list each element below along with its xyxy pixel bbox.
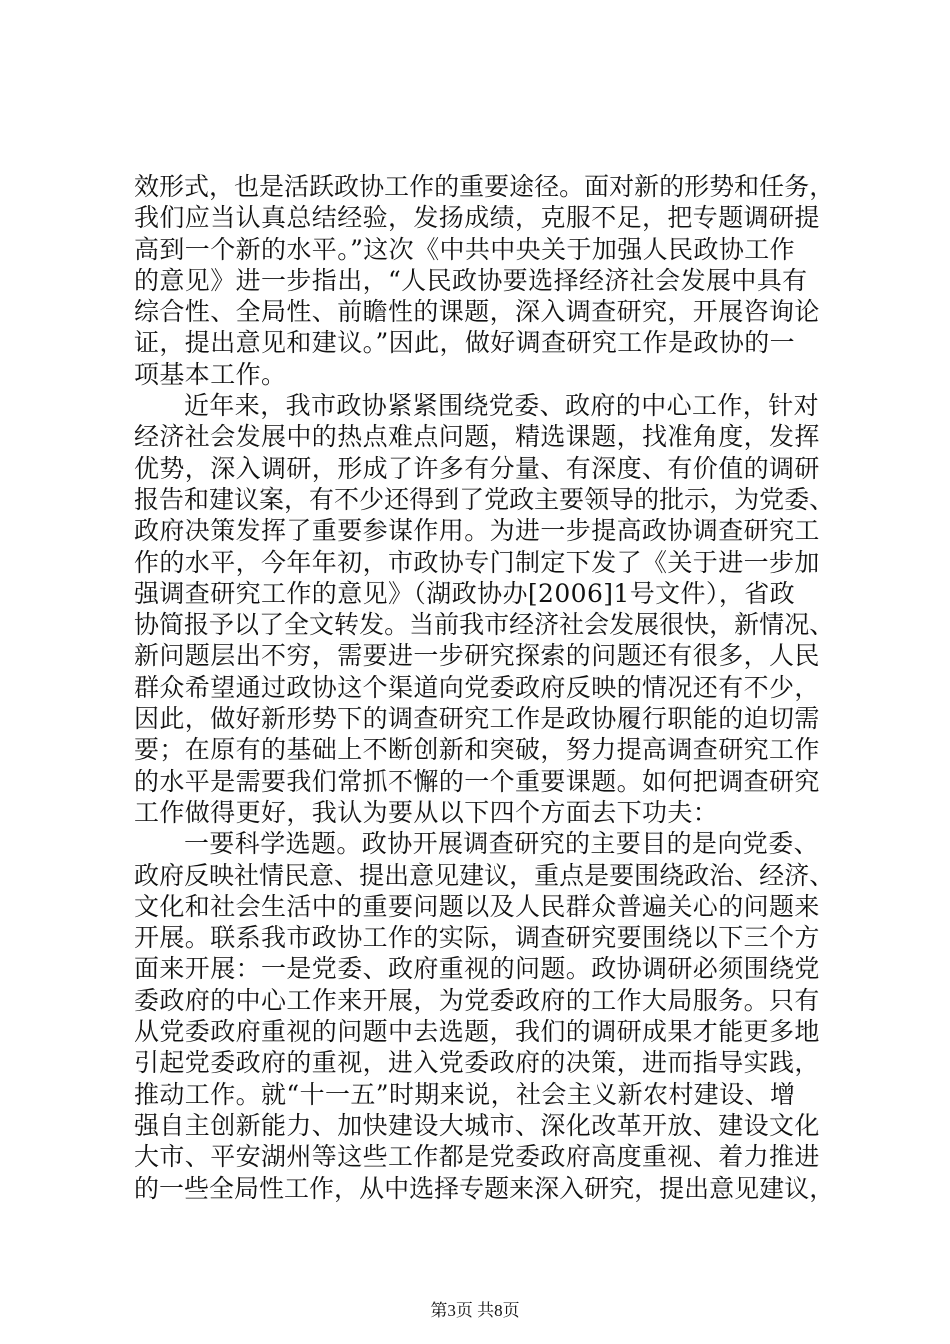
text-line: 政府反映社情民意、提出意见建议，重点是要围绕政治、经济、 xyxy=(134,860,835,890)
text-line: 文化和社会生活中的重要问题以及人民群众普遍关心的问题来 xyxy=(134,891,820,921)
text-line: 经济社会发展中的热点难点问题，精选课题，找准角度，发挥 xyxy=(134,422,820,452)
text-line: 引起党委政府的重视，进入党委政府的决策，进而指导实践， xyxy=(134,1048,820,1078)
text-line: 开展。联系我市政协工作的实际，调查研究要围绕以下三个方 xyxy=(134,923,820,953)
text-line: 工作做得更好，我认为要从以下四个方面去下功夫： xyxy=(134,797,719,827)
text-line: 委政府的中心工作来开展，为党委政府的工作大局服务。只有 xyxy=(134,985,820,1015)
paragraph-first-line: 一要科学选题。政协开展调查研究的主要目的是向党委、 xyxy=(184,829,820,859)
paragraph-first-line: 近年来，我市政协紧紧围绕党委、政府的中心工作，针对 xyxy=(184,391,820,421)
text-line: 推动工作。就“十一五”时期来说，社会主义新农村建设、增 xyxy=(134,1079,796,1109)
text-line: 项基本工作。 xyxy=(134,359,287,389)
text-line: 证，提出意见和建议。”因此，做好调查研究工作是政协的一 xyxy=(134,328,796,358)
text-line: 的意见》进一步指出，“人民政协要选择经济社会发展中具有 xyxy=(134,265,808,295)
text-line: 效形式，也是活跃政协工作的重要途径。面对新的形势和任务， xyxy=(134,172,835,201)
text-line: 强自主创新能力、加快建设大城市、深化改革开放、建设文化 xyxy=(134,1110,820,1140)
text-line: 面来开展：一是党委、政府重视的问题。政协调研必须围绕党 xyxy=(134,954,820,984)
text-line: 优势，深入调研，形成了许多有分量、有深度、有价值的调研 xyxy=(134,453,820,483)
text-line: 从党委政府重视的问题中去选题，我们的调研成果才能更多地 xyxy=(134,1017,820,1047)
document-body xyxy=(134,171,834,1204)
text-line: 高到一个新的水平。”这次《中共中央关于加强人民政协工作 xyxy=(134,234,796,264)
page-footer: 第3页 共8页 xyxy=(430,1301,520,1320)
text-line: 新问题层出不穷，需要进一步研究探索的问题还有很多，人民 xyxy=(134,641,820,671)
text-line: 强调查研究工作的意见》（湖政协办[2006]1号文件），省政 xyxy=(134,578,796,608)
text-line: 的一些全局性工作，从中选择专题来深入研究，提出意见建议， xyxy=(134,1173,835,1203)
text-line: 政府决策发挥了重要参谋作用。为进一步提高政协调查研究工 xyxy=(134,516,820,546)
text-line: 大市、平安湖州等这些工作都是党委政府高度重视、着力推进 xyxy=(134,1142,820,1172)
text-line: 作的水平，今年年初，市政协专门制定下发了《关于进一步加 xyxy=(134,547,820,577)
text-line: 因此，做好新形势下的调查研究工作是政协履行职能的迫切需 xyxy=(134,704,820,734)
text-line: 我们应当认真总结经验，发扬成绩，克服不足，把专题调研提 xyxy=(134,203,820,233)
text-line: 群众希望通过政协这个渠道向党委政府反映的情况还有不少， xyxy=(134,672,820,702)
text-line: 报告和建议案，有不少还得到了党政主要领导的批示，为党委、 xyxy=(134,484,835,514)
text-line: 的水平是需要我们常抓不懈的一个重要课题。如何把调查研究 xyxy=(134,766,820,796)
text-line: 综合性、全局性、前瞻性的课题，深入调查研究，开展咨询论 xyxy=(134,297,820,327)
text-line: 协简报予以了全文转发。当前我市经济社会发展很快，新情况、 xyxy=(134,610,835,640)
text-line: 要；在原有的基础上不断创新和突破，努力提高调查研究工作 xyxy=(134,735,820,765)
